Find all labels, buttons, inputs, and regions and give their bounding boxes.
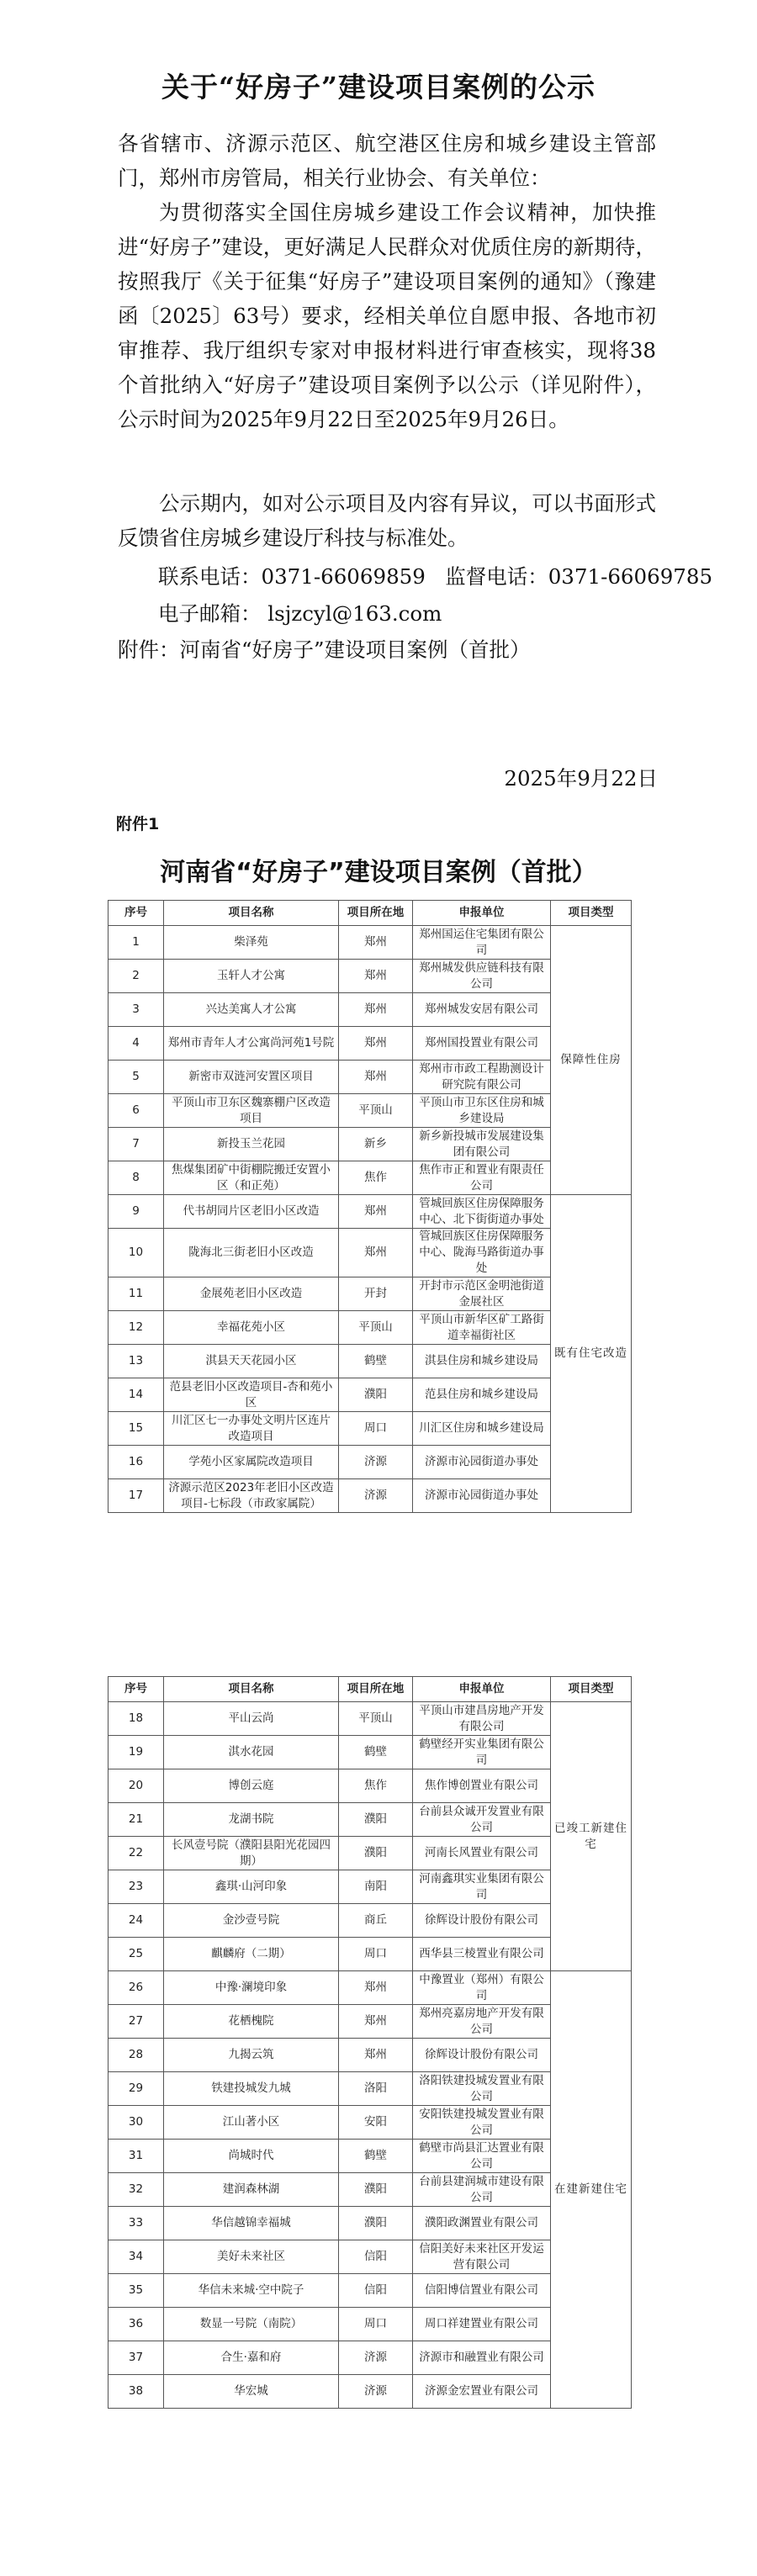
row-number: 13 (109, 1345, 164, 1378)
project-location: 鹤壁 (339, 1736, 413, 1769)
applicant-unit: 管城回族区住房保障服务中心、陇海马路街道办事处 (413, 1229, 551, 1277)
project-name: 柴泽苑 (164, 926, 339, 960)
project-name: 新投玉兰花园 (164, 1128, 339, 1161)
project-name: 建润森林湖 (164, 2173, 339, 2207)
email-label: 电子邮箱： (158, 601, 262, 626)
contact-email-line (158, 596, 442, 631)
project-name: 华信越锦幸福城 (164, 2207, 339, 2240)
project-name: 尚城时代 (164, 2140, 339, 2173)
applicant-unit: 济源金宏置业有限公司 (413, 2375, 551, 2409)
table-row (109, 1195, 632, 1229)
project-location: 郑州 (339, 1971, 413, 2005)
applicant-unit: 开封市示范区金明池街道金展社区 (413, 1277, 551, 1311)
applicant-unit: 郑州国运住宅集团有限公司 (413, 926, 551, 960)
project-location: 周口 (339, 1938, 413, 1971)
row-number: 17 (109, 1479, 164, 1513)
row-number: 10 (109, 1229, 164, 1277)
supervise-label: 监督电话： (445, 564, 548, 589)
project-name: 合生·嘉和府 (164, 2341, 339, 2375)
applicant-unit: 信阳博信置业有限公司 (413, 2274, 551, 2308)
row-number: 23 (109, 1870, 164, 1904)
applicant-unit: 河南长风置业有限公司 (413, 1837, 551, 1870)
applicant-unit: 徐辉设计股份有限公司 (413, 1904, 551, 1938)
row-number: 14 (109, 1378, 164, 1412)
project-location: 郑州 (339, 1061, 413, 1094)
project-name: 川汇区七一办事处文明片区连片改造项目 (164, 1412, 339, 1446)
project-location: 信阳 (339, 2240, 413, 2274)
applicant-unit: 河南鑫琪实业集团有限公司 (413, 1870, 551, 1904)
project-table-part-2 (108, 1676, 632, 2409)
row-number: 16 (109, 1446, 164, 1479)
project-location: 济源 (339, 2341, 413, 2375)
applicant-unit: 徐辉设计股份有限公司 (413, 2039, 551, 2072)
project-name: 美好未来社区 (164, 2240, 339, 2274)
project-location: 安阳 (339, 2106, 413, 2140)
project-location: 周口 (339, 2308, 413, 2341)
column-header: 项目名称 (164, 901, 339, 926)
row-number: 30 (109, 2106, 164, 2140)
project-name: 新密市双涟河安置区项目 (164, 1061, 339, 1094)
notice-date: 2025年9月22日 (504, 766, 658, 791)
project-location: 济源 (339, 1446, 413, 1479)
applicant-unit: 济源市和融置业有限公司 (413, 2341, 551, 2375)
row-number: 29 (109, 2072, 164, 2106)
project-location: 郑州 (339, 1229, 413, 1277)
row-number: 21 (109, 1803, 164, 1837)
project-name: 幸福花苑小区 (164, 1311, 339, 1345)
applicant-unit: 台前县众诚开发置业有限公司 (413, 1803, 551, 1837)
applicant-unit: 郑州城发安居有限公司 (413, 993, 551, 1027)
applicant-unit: 焦作博创置业有限公司 (413, 1769, 551, 1803)
project-location: 济源 (339, 1479, 413, 1513)
applicant-unit: 鹤壁经开实业集团有限公司 (413, 1736, 551, 1769)
phone-number: 0371-66069859 (261, 564, 426, 589)
project-name: 铁建投城发九城 (164, 2072, 339, 2106)
project-location: 郑州 (339, 993, 413, 1027)
row-number: 28 (109, 2039, 164, 2072)
project-name: 玉轩人才公寓 (164, 960, 339, 993)
row-number: 31 (109, 2140, 164, 2173)
project-name: 郑州市青年人才公寓尚河苑1号院 (164, 1027, 339, 1061)
row-number: 2 (109, 960, 164, 993)
project-name: 平顶山市卫东区魏寨棚户区改造项目 (164, 1094, 339, 1128)
row-number: 3 (109, 993, 164, 1027)
project-location: 鹤壁 (339, 2140, 413, 2173)
row-number: 19 (109, 1736, 164, 1769)
email-address: lsjzcyl@163.com (267, 601, 442, 626)
applicant-unit: 川汇区住房和城乡建设局 (413, 1412, 551, 1446)
column-header: 申报单位 (413, 901, 551, 926)
project-name: 龙湖书院 (164, 1803, 339, 1837)
project-name: 鑫琪·山河印象 (164, 1870, 339, 1904)
applicant-unit: 郑州亮嘉房地产开发有限公司 (413, 2005, 551, 2039)
applicant-unit: 中豫置业（郑州）有限公司 (413, 1971, 551, 2005)
project-name: 金沙壹号院 (164, 1904, 339, 1938)
project-name: 花栖槐院 (164, 2005, 339, 2039)
row-number: 18 (109, 1702, 164, 1736)
applicant-unit: 洛阳铁建投城发置业有限公司 (413, 2072, 551, 2106)
project-location: 洛阳 (339, 2072, 413, 2106)
project-name: 长风壹号院（濮阳县阳光花园四期） (164, 1837, 339, 1870)
project-name: 华宏城 (164, 2375, 339, 2409)
phone-label: 联系电话： (158, 564, 262, 589)
applicant-unit: 平顶山市卫东区住房和城乡建设局 (413, 1094, 551, 1128)
project-location: 郑州 (339, 1195, 413, 1229)
applicant-unit: 郑州国投置业有限公司 (413, 1027, 551, 1061)
applicant-unit: 信阳美好未来社区开发运营有限公司 (413, 2240, 551, 2274)
column-header: 序号 (109, 1677, 164, 1702)
table-title: 河南省“好房子”建设项目案例（首批） (160, 858, 597, 887)
row-number: 22 (109, 1837, 164, 1870)
attachment-label: 附件1 (116, 815, 160, 833)
applicant-unit: 西华县三棱置业有限公司 (413, 1938, 551, 1971)
project-name: 金展苑老旧小区改造 (164, 1277, 339, 1311)
applicant-unit: 管城回族区住房保障服务中心、北下街街道办事处 (413, 1195, 551, 1229)
applicant-unit: 济源市沁园街道办事处 (413, 1446, 551, 1479)
project-location: 濮阳 (339, 1803, 413, 1837)
row-number: 11 (109, 1277, 164, 1311)
project-name: 陇海北三街老旧小区改造 (164, 1229, 339, 1277)
supervise-number: 0371-66069785 (548, 564, 713, 589)
applicant-unit: 淇县住房和城乡建设局 (413, 1345, 551, 1378)
applicant-unit: 安阳铁建投城发置业有限公司 (413, 2106, 551, 2140)
row-number: 6 (109, 1094, 164, 1128)
row-number: 7 (109, 1128, 164, 1161)
applicant-unit: 郑州市市政工程勘测设计研究院有限公司 (413, 1061, 551, 1094)
project-name: 麒麟府（二期） (164, 1938, 339, 1971)
applicant-unit: 台前县建润城市建设有限公司 (413, 2173, 551, 2207)
project-type: 保障性住房 (551, 926, 632, 1195)
project-location: 开封 (339, 1277, 413, 1311)
project-name: 淇县天天花园小区 (164, 1345, 339, 1378)
column-header: 项目类型 (551, 901, 632, 926)
row-number: 5 (109, 1061, 164, 1094)
table-row (109, 1971, 632, 2005)
column-header: 项目所在地 (339, 1677, 413, 1702)
project-location: 鹤壁 (339, 1345, 413, 1378)
applicant-unit: 新乡新投城市发展建设集团有限公司 (413, 1128, 551, 1161)
row-number: 25 (109, 1938, 164, 1971)
project-location: 濮阳 (339, 2173, 413, 2207)
page-title: 关于“好房子”建设项目案例的公示 (161, 71, 596, 103)
row-number: 8 (109, 1161, 164, 1195)
project-location: 周口 (339, 1412, 413, 1446)
project-name: 济源示范区2023年老旧小区改造项目-七标段（市政家属院） (164, 1479, 339, 1513)
row-number: 33 (109, 2207, 164, 2240)
project-name: 中豫·澜境印象 (164, 1971, 339, 2005)
row-number: 4 (109, 1027, 164, 1061)
project-location: 濮阳 (339, 2207, 413, 2240)
row-number: 20 (109, 1769, 164, 1803)
row-number: 27 (109, 2005, 164, 2039)
project-location: 信阳 (339, 2274, 413, 2308)
applicant-unit: 济源市沁园街道办事处 (413, 1479, 551, 1513)
applicant-unit: 平顶山市建昌房地产开发有限公司 (413, 1702, 551, 1736)
row-number: 38 (109, 2375, 164, 2409)
project-location: 郑州 (339, 2005, 413, 2039)
column-header: 项目所在地 (339, 901, 413, 926)
applicant-unit: 郑州城发供应链科技有限公司 (413, 960, 551, 993)
row-number: 1 (109, 926, 164, 960)
project-location: 濮阳 (339, 1837, 413, 1870)
applicant-unit: 焦作市正和置业有限责任公司 (413, 1161, 551, 1195)
project-table-part-1 (108, 900, 632, 1513)
applicant-unit: 濮阳政渊置业有限公司 (413, 2207, 551, 2240)
column-header: 序号 (109, 901, 164, 926)
table-header-row (109, 1677, 632, 1702)
project-name: 淇水花园 (164, 1736, 339, 1769)
column-header: 申报单位 (413, 1677, 551, 1702)
project-location: 郑州 (339, 926, 413, 960)
project-location: 新乡 (339, 1128, 413, 1161)
table-row (109, 926, 632, 960)
project-location: 平顶山 (339, 1094, 413, 1128)
column-header: 项目名称 (164, 1677, 339, 1702)
project-type: 已竣工新建住宅 (551, 1702, 632, 1971)
project-location: 南阳 (339, 1870, 413, 1904)
project-location: 郑州 (339, 960, 413, 993)
row-number: 37 (109, 2341, 164, 2375)
address-paragraph: 各省辖市、济源示范区、航空港区住房和城乡建设主管部门，郑州市房管局，相关行业协会、有关单位： (118, 131, 656, 190)
project-location: 濮阳 (339, 1378, 413, 1412)
applicant-unit: 鹤壁市尚县汇达置业有限公司 (413, 2140, 551, 2173)
project-name: 平山云尚 (164, 1702, 339, 1736)
attachment-line: 附件：河南省“好房子”建设项目案例（首批） (118, 637, 531, 662)
project-name: 数显一号院（南院） (164, 2308, 339, 2341)
project-name: 范县老旧小区改造项目-杏和苑小区 (164, 1378, 339, 1412)
applicant-unit: 平顶山市新华区矿工路街道幸福街社区 (413, 1311, 551, 1345)
project-location: 焦作 (339, 1769, 413, 1803)
project-location: 平顶山 (339, 1702, 413, 1736)
applicant-unit: 周口祥建置业有限公司 (413, 2308, 551, 2341)
applicant-unit: 范县住房和城乡建设局 (413, 1378, 551, 1412)
project-type: 既有住宅改造 (551, 1195, 632, 1513)
row-number: 15 (109, 1412, 164, 1446)
project-name: 焦煤集团矿中街棚院搬迁安置小区（和正苑） (164, 1161, 339, 1195)
project-name: 九揭云筑 (164, 2039, 339, 2072)
table-header-row (109, 901, 632, 926)
project-location: 郑州 (339, 1027, 413, 1061)
project-type: 在建新建住宅 (551, 1971, 632, 2409)
row-number: 9 (109, 1195, 164, 1229)
row-number: 24 (109, 1904, 164, 1938)
project-name: 华信未来城·空中院子 (164, 2274, 339, 2308)
project-name: 江山著小区 (164, 2106, 339, 2140)
project-location: 焦作 (339, 1161, 413, 1195)
body-paragraph: 为贯彻落实全国住房城乡建设工作会议精神，加快推进“好房子”建设，更好满足人民群众对优质住房的新期待，按照我厅《关于征集“好房子”建设项目案例的通知》（豫建函〔2025〕63号）要求，经相关单位自愿申报、各地市初审推荐、我厅组织专家对申报材料进行审查核实，现将38个首批纳入“好房子”建设项目案例予以公示（详见附件），公示时间为2025年9月22日至2025年9月26日。 (118, 200, 656, 431)
row-number: 12 (109, 1311, 164, 1345)
feedback-paragraph: 公示期内，如对公示项目及内容有异议，可以书面形式反馈省住房城乡建设厅科技与标准处。 (118, 491, 656, 550)
project-name: 兴达美寓人才公寓 (164, 993, 339, 1027)
row-number: 36 (109, 2308, 164, 2341)
row-number: 35 (109, 2274, 164, 2308)
row-number: 32 (109, 2173, 164, 2207)
project-name: 学苑小区家属院改造项目 (164, 1446, 339, 1479)
project-location: 郑州 (339, 2039, 413, 2072)
column-header: 项目类型 (551, 1677, 632, 1702)
project-location: 平顶山 (339, 1311, 413, 1345)
project-location: 济源 (339, 2375, 413, 2409)
project-location: 商丘 (339, 1904, 413, 1938)
table-row (109, 1702, 632, 1736)
row-number: 26 (109, 1971, 164, 2005)
contact-phone-line (158, 559, 712, 594)
project-name: 博创云庭 (164, 1769, 339, 1803)
project-name: 代书胡同片区老旧小区改造 (164, 1195, 339, 1229)
row-number: 34 (109, 2240, 164, 2274)
